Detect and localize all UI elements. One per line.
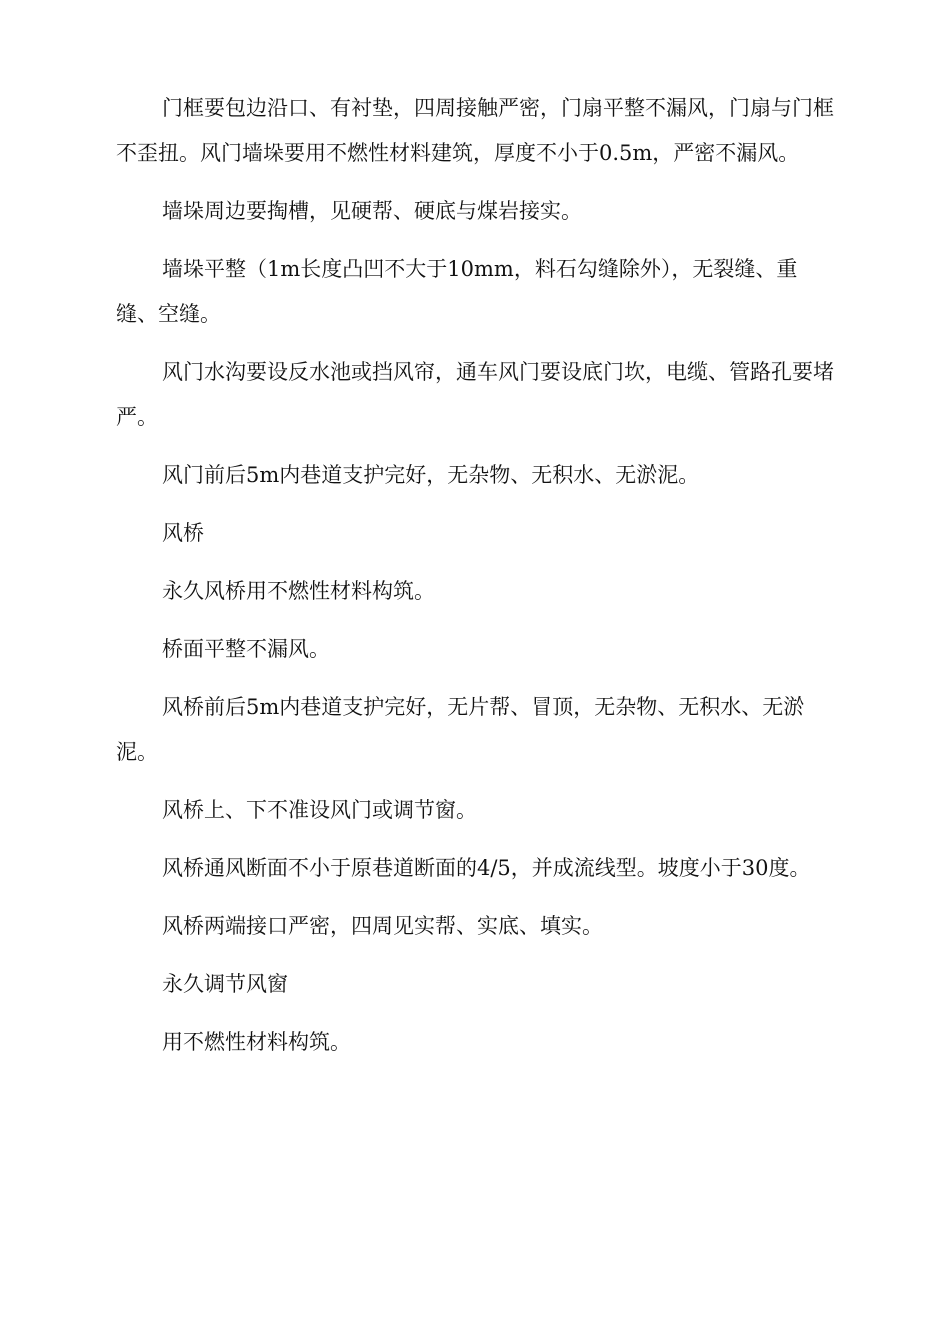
paragraph-wall-groove: 墙垛周边要掏槽，见硬帮、硬底与煤岩接实。	[162, 199, 582, 223]
paragraph-bridge-no-door: 风桥上、下不准设风门或调节窗。	[162, 798, 477, 822]
paragraph-bridge-roadway: 风桥前后5m内巷道支护完好，无片帮、冒顶，无杂物、无积水、无淤泥。	[116, 695, 805, 764]
paragraph-bridge-surface: 桥面平整不漏风。	[162, 637, 330, 661]
paragraph-bridge-joints: 风桥两端接口严密，四周见实帮、实底、填实。	[162, 914, 603, 938]
document-page	[116, 86, 836, 1078]
paragraph-door-roadway: 风门前后5m内巷道支护完好，无杂物、无积水、无淤泥。	[162, 463, 700, 487]
paragraph-wall-flatness: 墙垛平整（1m长度凸凹不大于10mm，料石勾缝除外），无裂缝、重缝、空缝。	[116, 257, 798, 326]
paragraph-bridge-material: 永久风桥用不燃性材料构筑。	[162, 579, 435, 603]
paragraph-bridge-section: 风桥通风断面不小于原巷道断面的4/5，并成流线型。坡度小于30度。	[162, 856, 811, 880]
heading-regulator-window: 永久调节风窗	[162, 972, 288, 996]
paragraph-door-frame: 门框要包边沿口、有衬垫，四周接触严密，门扇平整不漏风，门扇与门框不歪扭。风门墙垛要用不燃性材料建筑，厚度不小于0.5m，严密不漏风。	[116, 96, 834, 165]
paragraph-window-material: 用不燃性材料构筑。	[162, 1030, 351, 1054]
heading-air-bridge: 风桥	[162, 521, 204, 545]
paragraph-door-drain: 风门水沟要设反水池或挡风帘，通车风门要设底门坎，电缆、管路孔要堵严。	[116, 360, 834, 429]
